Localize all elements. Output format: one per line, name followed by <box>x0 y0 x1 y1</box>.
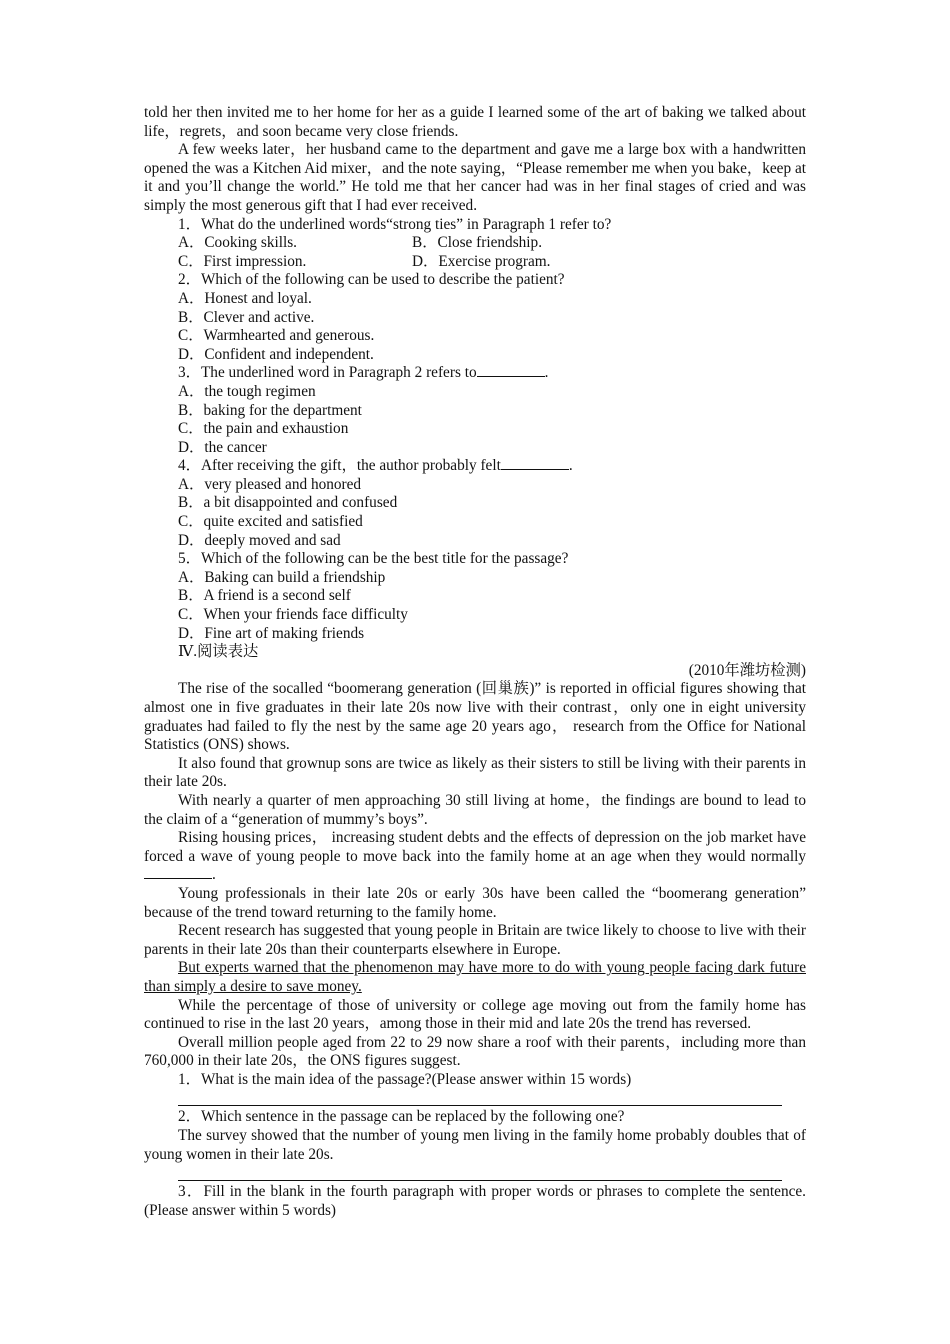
section-heading: Ⅳ.阅读表达 <box>178 643 259 661</box>
question-stem <box>144 364 806 383</box>
option: A．Baking can build a friendship <box>178 568 386 586</box>
question-stem: 1．What is the main idea of the passage?(Please answer within 15 words) <box>178 1070 632 1088</box>
question-end: . <box>568 457 573 475</box>
option: D．deeply moved and sad <box>178 531 341 549</box>
source-note: (2010年潍坊检测) <box>688 661 806 679</box>
option: D．Fine art of making friends <box>178 624 365 642</box>
option: C．the pain and exhaustion <box>178 420 349 438</box>
option: B．baking for the department <box>178 401 362 419</box>
option: D．the cancer <box>178 438 267 456</box>
passage-paragraph: Recent research has suggested that young people in Britain are twice likely to choose to live with their parents in their late 20s than their counterparts elsewhere in Europe. <box>144 922 806 958</box>
passage-paragraph: Young professionals in their late 20s or early 30s have been called the “boomerang generation” because of the trend toward returning to the family home. <box>144 884 806 921</box>
passage-paragraph: While the percentage of those of university or college age moving out from the family home has continued to rise in the last 20 years，among those in their mid and late 20s the trend has reversed. <box>144 996 806 1033</box>
underlined-text: But experts warned that the phenomenon may have more to do with young people facing dark future than simply a desire to save money. <box>144 959 806 995</box>
option: B．a bit disappointed and confused <box>178 494 398 512</box>
passage-paragraph: With nearly a quarter of men approaching 30 still living at home，the findings are bound to lead to the claim of a “generation of mummy’s boys”. <box>144 791 806 828</box>
option: D．Exercise program. <box>412 252 551 270</box>
option: A．Cooking skills. <box>178 234 297 252</box>
passage-paragraph: told her then invited me to her home for her as a guide I learned some of the art of baking we talked about life，regrets，and soon became very close friends. <box>144 104 806 140</box>
answer-blank <box>144 866 212 879</box>
answer-blank <box>501 457 569 470</box>
option: C．Warmhearted and generous. <box>178 327 375 345</box>
option: A．the tough regimen <box>178 382 316 400</box>
passage-paragraph: It also found that grownup sons are twice as likely as their sisters to still be living with their parents in their late 20s. <box>144 754 806 791</box>
option: C．quite excited and satisfied <box>178 513 363 531</box>
underlined-sentence <box>144 959 806 996</box>
option-row <box>144 253 806 272</box>
option: B．A friend is a second self <box>178 587 351 605</box>
question-stem: 3．Fill in the blank in the fourth paragraph with proper words or phrases to complete the sentence.(Please answer within 5 words) <box>144 1183 806 1219</box>
answer-line <box>178 1164 782 1181</box>
document-page <box>144 104 806 1220</box>
option: B．Close friendship. <box>412 234 543 252</box>
passage-paragraph-with-blank <box>144 829 806 885</box>
question-stem: 1．What do the underlined words“strong ties” in Paragraph 1 refer to? <box>178 215 612 233</box>
paragraph-end: . <box>212 866 216 884</box>
option: A．very pleased and honored <box>178 475 362 493</box>
passage-paragraph: The rise of the socalled “boomerang generation (回巢族)” is reported in official figures showing that almost one in five graduates in their late 20s now live with their contrast，only one in eight university graduates had failed to fly the nest by the same age 20 years ago， research from the Office for National Statistics (ONS) shows. <box>144 680 806 754</box>
option-row <box>144 234 806 253</box>
option: C．First impression. <box>178 252 307 270</box>
passage-paragraph: A few weeks later，her husband came to the department and gave me a large box with a handwritten opened the was a Kitchen Aid mixer，and the note saying，“Please remember me when you bake，keep at it and you’ll change the world.” He told me that her cancer had was in her final stages of cried and was simply the most generous gift that I had ever received. <box>144 141 806 214</box>
question-text: The survey showed that the number of young men living in the family home probably doubles that of young women in their late 20s. <box>144 1127 806 1163</box>
question-text: 3．The underlined word in Paragraph 2 refers to <box>178 364 477 382</box>
answer-line <box>178 1089 782 1106</box>
paragraph-text: Rising housing prices， increasing student debts and the effects of depression on the job market have forced a wave of young people to move back into the family home at an age when they would normally <box>144 829 806 865</box>
option: A．Honest and loyal. <box>178 289 312 307</box>
question-text: 4．After receiving the gift，the author probably felt <box>178 457 501 475</box>
option: D．Confident and independent. <box>178 345 374 363</box>
question-stem: 5．Which of the following can be the best title for the passage? <box>178 550 569 568</box>
question-stem <box>144 457 806 476</box>
question-stem: 2．Which of the following can be used to describe the patient? <box>178 271 565 289</box>
option: B．Clever and active. <box>178 308 315 326</box>
answer-blank <box>477 364 545 377</box>
passage-paragraph: Overall million people aged from 22 to 29 now share a roof with their parents，including more than 760,000 in their late 20s，the ONS figures suggest. <box>144 1033 806 1070</box>
question-end: . <box>544 364 549 382</box>
question-stem: 2．Which sentence in the passage can be replaced by the following one? <box>178 1108 625 1126</box>
option: C．When your friends face difficulty <box>178 606 408 624</box>
